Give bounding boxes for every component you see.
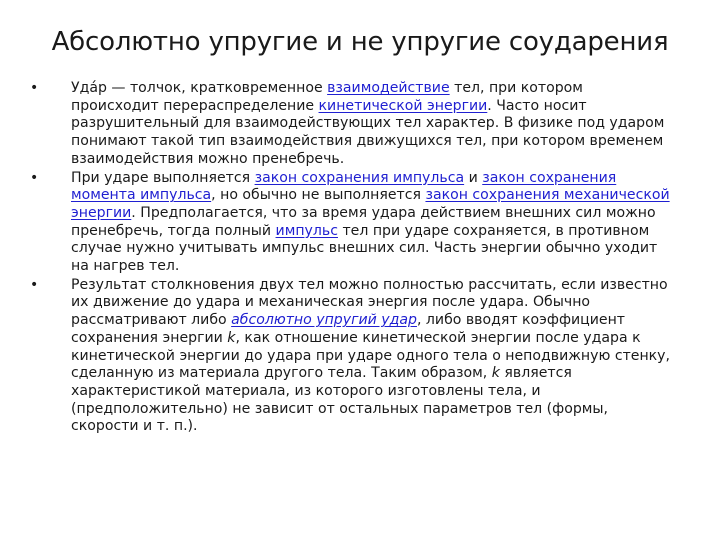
bullet-text: является характеристикой материала, из которого изготовлены тела, и (предположительно) не зависит от остальных параметров тел (формы, скорости и т. п.). xyxy=(71,365,609,435)
bullet-text: При ударе выполняется xyxy=(71,169,255,186)
bullet-text: Результат столкновения двух тел можно полностью рассчитать, если известно их движение до удара и механическая энергия после удара. Обычно рассматривают либо xyxy=(71,276,668,329)
bullet-list xyxy=(30,80,675,436)
bullet-text: , как отношение кинетической энергии после удара к кинетической энергии до удара при ударе одного тела о неподвижную стенку, сделанную из материала другого тела. Таким образом, xyxy=(71,329,670,382)
slide-title: Абсолютно упругие и не упругие соударения xyxy=(51,27,669,57)
bullet-marker: • xyxy=(30,80,39,96)
bullet-text: и xyxy=(464,169,483,186)
bullet-text: тел при ударе сохраняется, в противном случае нужно учитывать импульс внешних сил. Часть энергии обычно уходит на нагрев тел. xyxy=(71,222,658,275)
bullet-item xyxy=(30,277,675,436)
hyperlink[interactable]: закон сохранения момента импульса xyxy=(71,169,617,204)
bullet-item xyxy=(30,170,675,276)
bullet-marker: • xyxy=(30,276,39,293)
bullet-text: Уда́р xyxy=(71,80,107,96)
hyperlink[interactable]: импульс xyxy=(275,222,338,239)
bullet-text: — толчок, кратковременное xyxy=(106,80,328,96)
bullet-text: , либо вводят коэффициент сохранения энергии xyxy=(71,312,626,346)
bullet-text: , но обычно не выполняется xyxy=(211,187,426,204)
bullet-text: тел, при котором происходит перераспределение xyxy=(71,80,583,114)
hyperlink[interactable]: кинетической энергии xyxy=(318,97,488,114)
bullet-item xyxy=(30,80,675,169)
bullet-text: . Предполагается, что за время удара действием внешних сил можно пренебречь, тогда полный xyxy=(71,204,656,239)
hyperlink[interactable]: закон сохранения импульса xyxy=(254,169,465,186)
hyperlink[interactable]: взаимодействие xyxy=(327,80,450,96)
bullet-text: k xyxy=(491,365,500,382)
bullet-text: . Часто носит разрушительный для взаимодействующих тел характер. В физике под ударом понимают такой тип взаимодействия движущихся тел, при котором временем взаимодействия можно пренебречь. xyxy=(71,97,665,167)
bullet-text: k xyxy=(227,329,236,346)
hyperlink[interactable]: абсолютно упругий удар xyxy=(231,312,417,329)
hyperlink[interactable]: закон сохранения механической энергии xyxy=(71,187,670,221)
bullet-marker: • xyxy=(30,169,39,186)
